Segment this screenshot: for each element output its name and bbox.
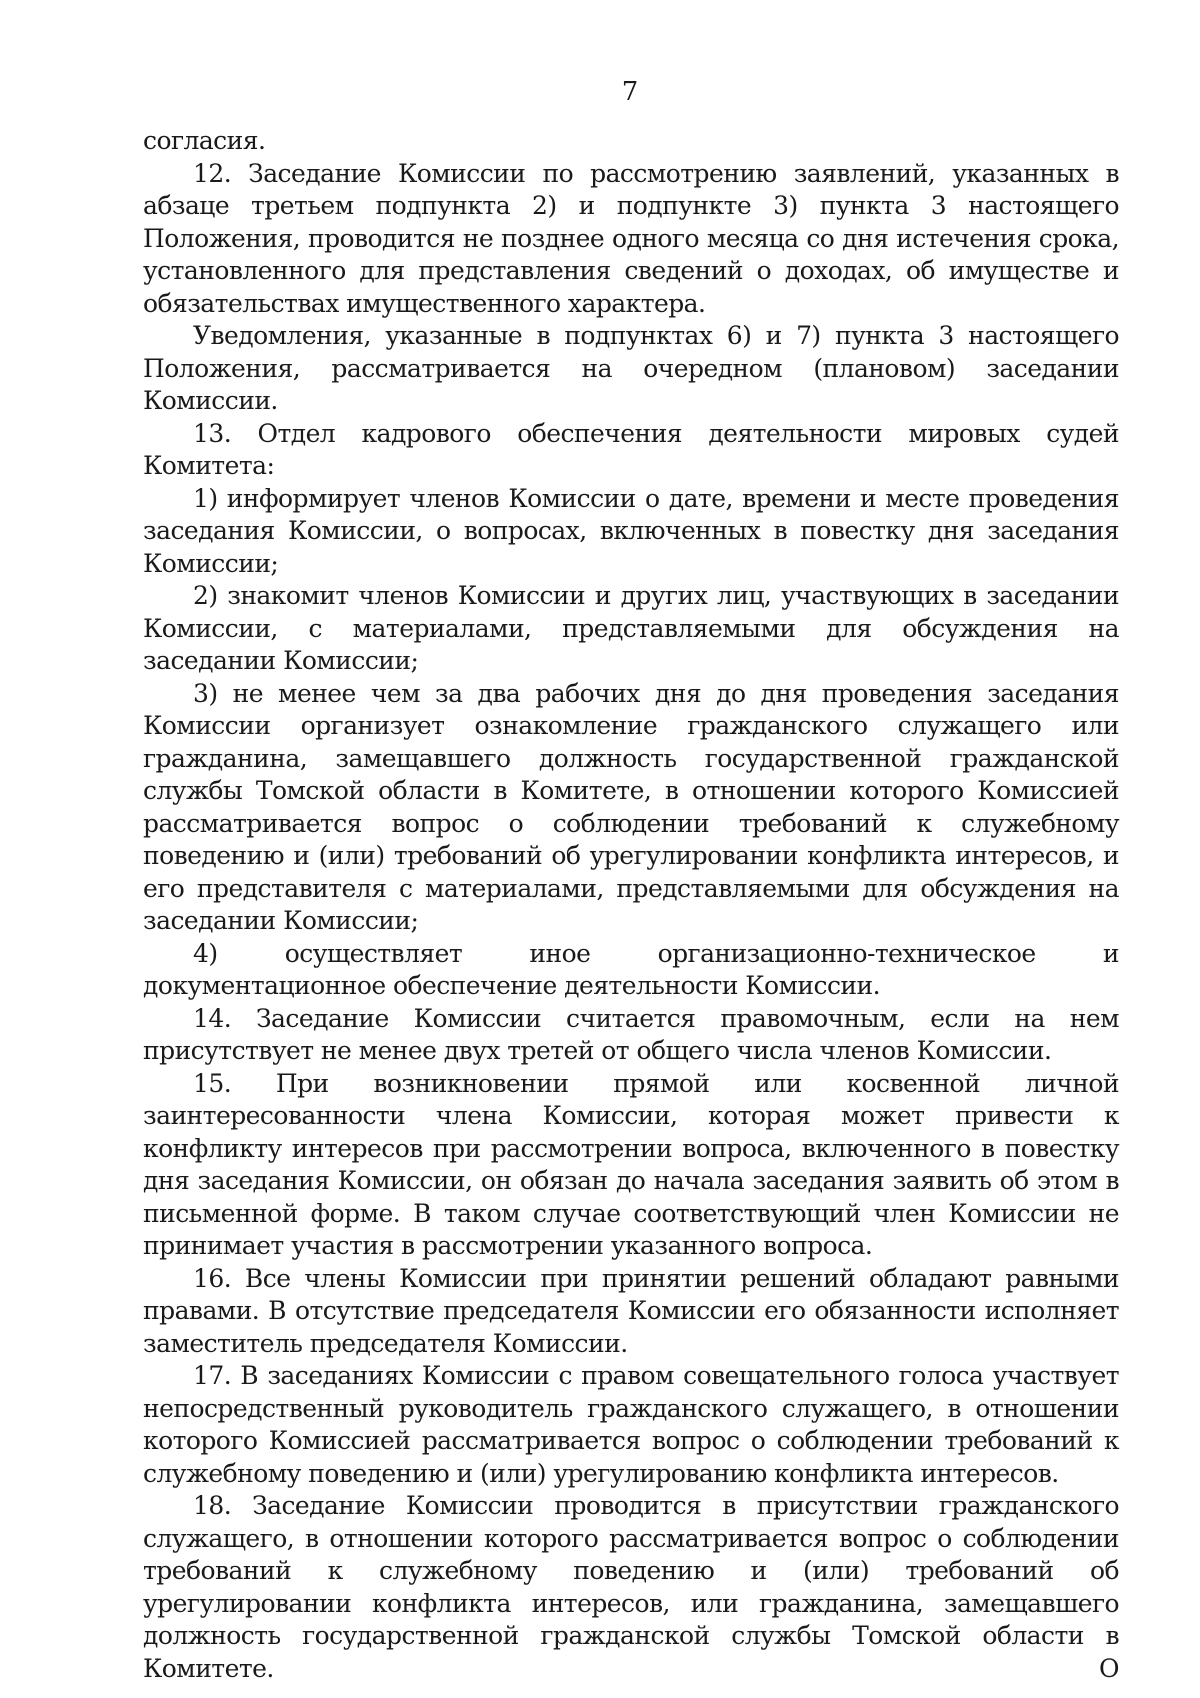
paragraph-item-13-1: 1) информирует членов Комиссии о дате, времени и месте проведения заседания Комиссии, о вопросах, включенных в повестку дня заседания Комиссии; [143,483,1119,578]
paragraph-item-13-3: 3) не менее чем за два рабочих дня до дня проведения заседания Комиссии организует ознакомление гражданского служащего или гражданина, замещавшего должность государственной гражданской службы Томской области в Комитете, в отношении которого Комиссией рассматривается вопрос о соблюдении требований к служебному поведению и (или) требований об урегулировании конфликта интересов, и его представителя с материалами, представляемыми для обсуждения на заседании Комиссии; [143,678,1119,935]
document-body [143,125,1119,1685]
page-number: 7 [621,77,639,107]
paragraph-item-12-notice: Уведомления, указанные в подпунктах 6) и 7) пункта 3 настоящего Положения, рассматривается на очередном (плановом) заседании Комиссии. [143,321,1119,415]
paragraph-item-13-2: 2) знакомит членов Комиссии и других лиц, участвующих в заседании Комиссии, с материалами, представляемыми для обсуждения на заседании Комиссии; [143,581,1119,675]
paragraph-item-12: 12. Заседание Комиссии по рассмотрению заявлений, указанных в абзаце третьем подпункта 2) и подпункте 3) пункта 3 настоящего Положения, проводится не позднее одного месяца со дня истечения срока, установленного для представления сведений о доходах, об имуществе и обязательствах имущественного характера. [143,158,1119,318]
paragraph-item-15: 15. При возникновении прямой или косвенной личной заинтересованности члена Комиссии, которая может привести к конфликту интересов при рассмотрении вопроса, включенного в повестку дня заседания Комиссии, он обязан до начала заседания заявить об этом в письменной форме. В таком случае соответствующий член Комиссии не принимает участия в рассмотрении указанного вопроса. [143,1068,1119,1260]
paragraph-item-17: 17. В заседаниях Комиссии с правом совещательного голоса участвует непосредственный руководитель гражданского служащего, в отношении которого Комиссией рассматривается вопрос о соблюдении требований к служебному поведению и (или) урегулированию конфликта интересов. [143,1361,1119,1488]
paragraph-item-13-4: 4) осуществляет иное организационно-техническое и документационное обеспечение деятельности Комиссии. [143,938,1119,1000]
paragraph-item-18: 18. Заседание Комиссии проводится в присутствии гражданского служащего, в отношении которого рассматривается вопрос о соблюдении требований к служебному поведению и (или) требований об урегулировании конфликта интересов, или гражданина, замещавшего должность государственной гражданской службы Томской области в Комитете. О [143,1491,1119,1683]
paragraph-item-16: 16. Все члены Комиссии при принятии решений обладают равными правами. В отсутствие председателя Комиссии его обязанности исполняет заместитель председателя Комиссии. [143,1263,1119,1358]
paragraph-item-13: 13. Отдел кадрового обеспечения деятельности мировых судей Комитета: [143,418,1119,480]
paragraph-continuation: согласия. [143,126,266,155]
paragraph-item-14: 14. Заседание Комиссии считается правомочным, если на нем присутствует не менее двух третей от общего числа членов Комиссии. [143,1003,1119,1065]
